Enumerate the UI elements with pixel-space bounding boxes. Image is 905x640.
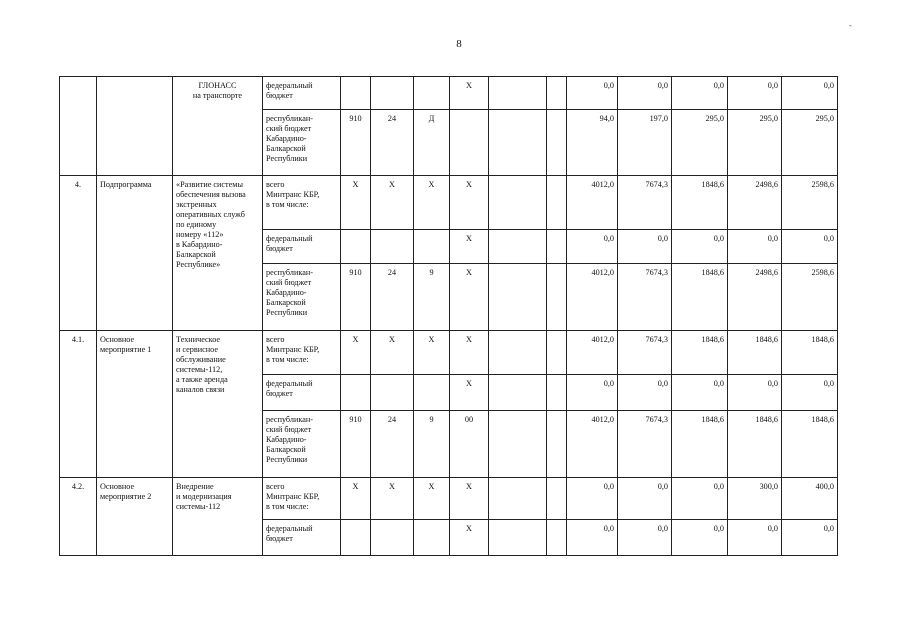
year-1-value: 4012,0 (567, 331, 618, 375)
year-1-value: 0,0 (567, 520, 618, 556)
year-3-value: 1848,6 (672, 331, 728, 375)
row-name: Техническое и сервисное обслуживание системы-112, а также аренда каналов связи (173, 331, 263, 478)
empty-cell (547, 110, 567, 176)
code-grbs: X (341, 176, 371, 230)
year-2-value: 7674,3 (618, 411, 672, 478)
code-section (371, 375, 414, 411)
year-2-value: 0,0 (618, 520, 672, 556)
row-number: 4.1. (60, 331, 97, 478)
year-2-value: 0,0 (618, 77, 672, 110)
year-1-value: 0,0 (567, 375, 618, 411)
budget-table (59, 76, 838, 556)
row-type: Основное мероприятие 2 (97, 478, 173, 556)
code-subsection (414, 230, 450, 264)
empty-cell (547, 176, 567, 230)
empty-cell (547, 230, 567, 264)
year-2-value: 0,0 (618, 478, 672, 520)
year-5-value: 0,0 (782, 77, 838, 110)
empty-cell (547, 411, 567, 478)
table-row (60, 77, 838, 110)
year-4-value: 1848,6 (728, 331, 782, 375)
corner-mark: - (849, 21, 852, 30)
empty-cell (489, 230, 547, 264)
funding-source: федеральный бюджет (263, 77, 341, 110)
code-section: X (371, 176, 414, 230)
code-grbs: X (341, 331, 371, 375)
code-subsection (414, 77, 450, 110)
empty-cell (489, 77, 547, 110)
year-2-value: 7674,3 (618, 176, 672, 230)
code-subsection (414, 520, 450, 556)
row-name: Внедрение и модернизация системы-112 (173, 478, 263, 556)
year-2-value: 7674,3 (618, 264, 672, 331)
empty-cell (547, 375, 567, 411)
empty-cell (489, 176, 547, 230)
empty-cell (489, 375, 547, 411)
row-type: Подпрограмма (97, 176, 173, 331)
code-grbs: X (341, 478, 371, 520)
code-target: X (450, 331, 489, 375)
code-section (371, 230, 414, 264)
code-section (371, 77, 414, 110)
row-name: «Развитие системы обеспечения вызова экстренных оперативных служб по единому номеру «112» в Кабардино- Балкарской Республике» (173, 176, 263, 331)
code-section: 24 (371, 110, 414, 176)
year-5-value: 2598,6 (782, 176, 838, 230)
row-type (97, 77, 173, 176)
year-1-value: 4012,0 (567, 264, 618, 331)
year-1-value: 0,0 (567, 77, 618, 110)
year-1-value: 0,0 (567, 230, 618, 264)
funding-source: федеральный бюджет (263, 520, 341, 556)
empty-cell (547, 331, 567, 375)
row-type: Основное мероприятие 1 (97, 331, 173, 478)
code-section: X (371, 331, 414, 375)
code-subsection: 9 (414, 411, 450, 478)
year-2-value: 197,0 (618, 110, 672, 176)
code-target (450, 110, 489, 176)
code-grbs (341, 520, 371, 556)
year-5-value: 0,0 (782, 230, 838, 264)
funding-source: всего Минтранс КБР, в том числе: (263, 331, 341, 375)
code-grbs (341, 375, 371, 411)
year-3-value: 0,0 (672, 230, 728, 264)
funding-source: всего Минтранс КБР, в том числе: (263, 478, 341, 520)
year-2-value: 7674,3 (618, 331, 672, 375)
empty-cell (547, 77, 567, 110)
code-target: 00 (450, 411, 489, 478)
year-5-value: 400,0 (782, 478, 838, 520)
year-4-value: 2498,6 (728, 264, 782, 331)
funding-source: федеральный бюджет (263, 230, 341, 264)
year-3-value: 1848,6 (672, 176, 728, 230)
year-2-value: 0,0 (618, 230, 672, 264)
year-4-value: 300,0 (728, 478, 782, 520)
year-3-value: 295,0 (672, 110, 728, 176)
code-grbs: 910 (341, 411, 371, 478)
year-4-value: 295,0 (728, 110, 782, 176)
page-number: 8 (456, 38, 462, 50)
year-4-value: 0,0 (728, 520, 782, 556)
funding-source: республикан- ский бюджет Кабардино- Балкарской Республики (263, 110, 341, 176)
funding-source: республикан- ский бюджет Кабардино- Балкарской Республики (263, 264, 341, 331)
code-section: 24 (371, 411, 414, 478)
code-section (371, 520, 414, 556)
funding-source: республикан- ский бюджет Кабардино- Балкарской Республики (263, 411, 341, 478)
code-subsection: X (414, 331, 450, 375)
table-row (60, 176, 838, 230)
code-target: X (450, 375, 489, 411)
year-5-value: 2598,6 (782, 264, 838, 331)
year-2-value: 0,0 (618, 375, 672, 411)
year-5-value: 1848,6 (782, 411, 838, 478)
year-4-value: 2498,6 (728, 176, 782, 230)
code-subsection: X (414, 478, 450, 520)
year-4-value: 0,0 (728, 230, 782, 264)
year-1-value: 94,0 (567, 110, 618, 176)
code-target: X (450, 520, 489, 556)
empty-cell (489, 478, 547, 520)
empty-cell (547, 264, 567, 331)
code-grbs: 910 (341, 264, 371, 331)
code-subsection: X (414, 176, 450, 230)
empty-cell (489, 411, 547, 478)
row-name: ГЛОНАСС на транспорте (173, 77, 263, 176)
code-target: X (450, 77, 489, 110)
year-5-value: 295,0 (782, 110, 838, 176)
empty-cell (547, 520, 567, 556)
code-subsection: Д (414, 110, 450, 176)
table-row (60, 331, 838, 375)
empty-cell (489, 110, 547, 176)
code-subsection (414, 375, 450, 411)
year-3-value: 1848,6 (672, 411, 728, 478)
year-4-value: 0,0 (728, 77, 782, 110)
year-4-value: 0,0 (728, 375, 782, 411)
code-section: X (371, 478, 414, 520)
empty-cell (547, 478, 567, 520)
empty-cell (489, 331, 547, 375)
year-3-value: 0,0 (672, 375, 728, 411)
year-3-value: 0,0 (672, 77, 728, 110)
year-5-value: 0,0 (782, 520, 838, 556)
code-grbs: 910 (341, 110, 371, 176)
funding-source: всего Минтранс КБР, в том числе: (263, 176, 341, 230)
row-number: 4.2. (60, 478, 97, 556)
code-target: X (450, 176, 489, 230)
code-target: X (450, 478, 489, 520)
year-4-value: 1848,6 (728, 411, 782, 478)
code-target: X (450, 230, 489, 264)
funding-source: федеральный бюджет (263, 375, 341, 411)
year-3-value: 0,0 (672, 520, 728, 556)
row-number: 4. (60, 176, 97, 331)
code-section: 24 (371, 264, 414, 331)
empty-cell (489, 520, 547, 556)
year-1-value: 4012,0 (567, 411, 618, 478)
empty-cell (489, 264, 547, 331)
year-1-value: 0,0 (567, 478, 618, 520)
table-row (60, 478, 838, 520)
year-5-value: 1848,6 (782, 331, 838, 375)
year-3-value: 1848,6 (672, 264, 728, 331)
year-1-value: 4012,0 (567, 176, 618, 230)
code-grbs (341, 77, 371, 110)
year-5-value: 0,0 (782, 375, 838, 411)
code-grbs (341, 230, 371, 264)
year-3-value: 0,0 (672, 478, 728, 520)
code-subsection: 9 (414, 264, 450, 331)
code-target: X (450, 264, 489, 331)
row-number (60, 77, 97, 176)
